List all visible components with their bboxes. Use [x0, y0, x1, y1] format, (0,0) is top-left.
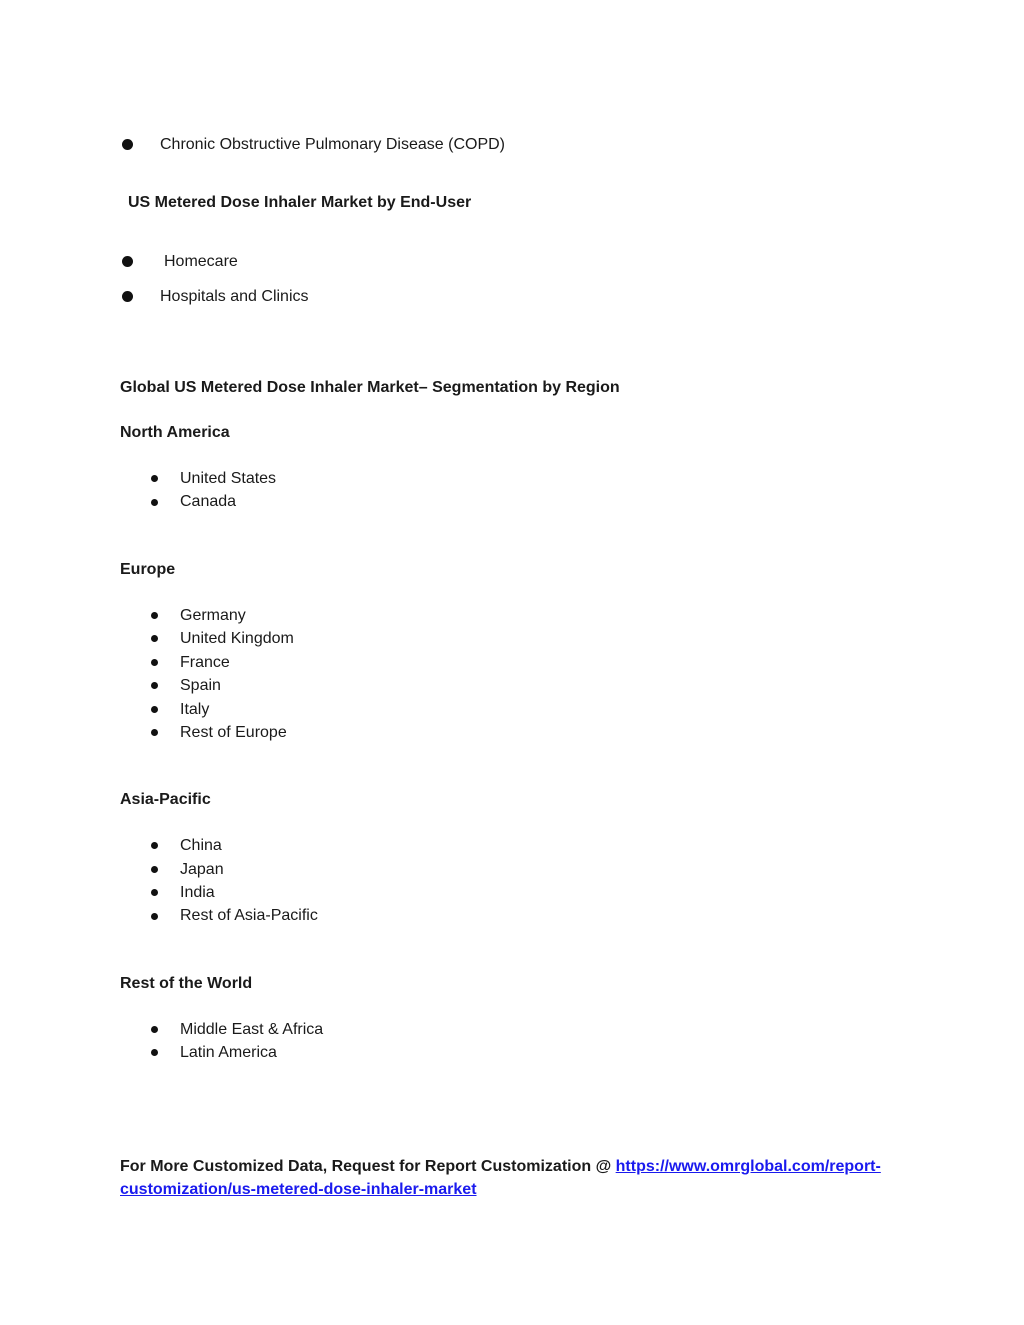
- bullet-icon: [151, 612, 158, 619]
- region-title: Asia-Pacific: [120, 791, 211, 808]
- bullet-icon: [151, 1049, 158, 1056]
- end-user-heading: US Metered Dose Inhaler Market by End-User: [128, 194, 472, 211]
- region-list-item: Japan: [180, 861, 224, 878]
- region-title: North America: [120, 424, 230, 441]
- region-list-item: Middle East & Africa: [180, 1021, 324, 1038]
- bullet-icon: [122, 291, 133, 302]
- bullet-icon: [151, 659, 158, 666]
- region-list-item: Germany: [180, 607, 246, 624]
- region-list-item: China: [180, 837, 222, 854]
- disease-item: Chronic Obstructive Pulmonary Disease (COPD): [160, 136, 505, 153]
- end-user-item: Hospitals and Clinics: [160, 288, 309, 305]
- customization-text: For More Customized Data, Request for Report Customization @: [120, 1158, 616, 1175]
- region-list-item: United Kingdom: [180, 630, 294, 647]
- region-list-item: Spain: [180, 677, 221, 694]
- region-title: Europe: [120, 561, 176, 578]
- region-list-item: Latin America: [180, 1044, 277, 1061]
- region-list-item: India: [180, 884, 215, 901]
- region-title: Rest of the World: [120, 975, 253, 992]
- bullet-icon: [151, 635, 158, 642]
- bullet-icon: [151, 866, 158, 873]
- region-list-item: Italy: [180, 701, 210, 718]
- region-list-item: France: [180, 654, 230, 671]
- region-list-item: Canada: [180, 493, 237, 510]
- bullet-icon: [122, 256, 133, 267]
- bullet-icon: [151, 682, 158, 689]
- bullet-icon: [151, 842, 158, 849]
- bullet-icon: [151, 913, 158, 920]
- region-list-item: Rest of Asia-Pacific: [180, 907, 318, 924]
- region-list-item: United States: [180, 470, 277, 487]
- customization-link[interactable]: https://www.omrglobal.com/report-customization/us-metered-dose-inhaler-market: [120, 1158, 881, 1198]
- bullet-icon: [151, 499, 158, 506]
- bullet-icon: [122, 139, 133, 150]
- bullet-icon: [151, 706, 158, 713]
- customization-note: [120, 1155, 920, 1201]
- region-heading: Global US Metered Dose Inhaler Market– Segmentation by Region: [120, 379, 620, 396]
- end-user-item: Homecare: [164, 253, 238, 270]
- bullet-icon: [151, 889, 158, 896]
- bullet-icon: [151, 729, 158, 736]
- bullet-icon: [151, 1026, 158, 1033]
- region-list-item: Rest of Europe: [180, 724, 287, 741]
- bullet-icon: [151, 475, 158, 482]
